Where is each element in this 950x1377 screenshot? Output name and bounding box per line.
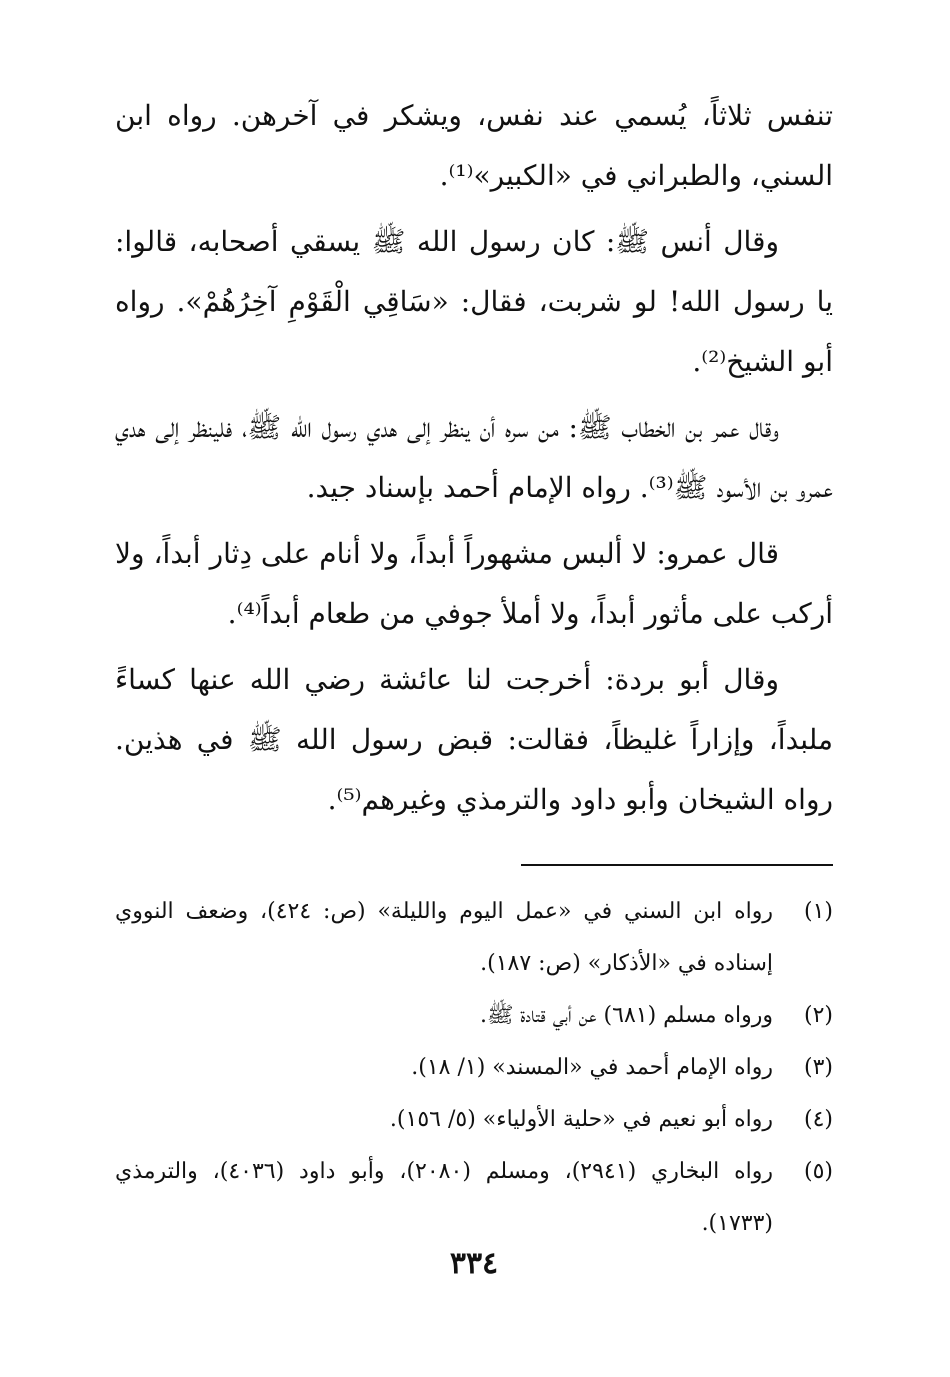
footnote-number: (١) (803, 899, 833, 924)
paragraph-4: قال عمرو: لا ألبس مشهوراً أبداً، ولا أنام على دِثار أبداً، ولا أركب على مأثور أبداً، ولا أملأ جوفي من طعام أبداً⁽⁴⁾. (115, 537, 833, 630)
footnote-separator (521, 864, 833, 866)
footnote-text: ورواه مسلم (٦٨١) عن أبي قتادة ﷺ. (479, 1003, 773, 1028)
paragraph-2: وقال أنس ﷺ: كان رسول الله ﷺ يسقي أصحابه، قالوا: يا رسول الله! لو شربت، فقال: «سَاقِي الْقَوْمِ آخِرُهُمْ». رواه أبو الشيخ⁽²⁾. (115, 225, 833, 378)
footnote-2 (115, 990, 833, 1042)
footnote-number: (٤) (803, 1107, 833, 1132)
footnote-text: رواه البخاري (٢٩٤١)، ومسلم (٢٠٨٠)، وأبو داود (٤٠٣٦)، والترمذي (١٧٣٣). (115, 1159, 773, 1236)
footnote-number: (٢) (803, 1003, 833, 1028)
footnote-text: رواه الإمام أحمد في «المسند» (١/ ١٨). (411, 1055, 773, 1080)
footnote-4 (115, 1094, 833, 1146)
footnote-number: (٣) (803, 1055, 833, 1080)
footnotes (115, 886, 833, 1250)
footnote-number: (٥) (803, 1159, 833, 1184)
main-text (115, 86, 833, 830)
footnote-5 (115, 1146, 833, 1250)
footnote-text: رواه أبو نعيم في «حلية الأولياء» (٥/ ١٥٦). (389, 1107, 773, 1132)
page-number: ٣٣٤ (449, 1246, 499, 1281)
footnote-1 (115, 886, 833, 990)
footnote-3 (115, 1042, 833, 1094)
footnote-text: رواه ابن السني في «عمل اليوم والليلة» (ص: ٤٢٤)، وضعف النووي إسناده في «الأذكار» (ص: ١٨٧). (115, 899, 773, 976)
paragraph-1: تنفس ثلاثاً، يُسمي عند نفس، ويشكر في آخرهن. رواه ابن السني، والطبراني في «الكبير»⁽¹⁾. (115, 99, 834, 192)
paragraph-5: وقال أبو بردة: أخرجت لنا عائشة رضي الله عنها كساءً ملبداً، وإزاراً غليظاً، فقالت: قبض رسول الله ﷺ في هذين. رواه الشيخان وأبو داود والترمذي وغيرهم⁽⁵⁾. (115, 663, 833, 816)
paragraph-3: وقال عمر بن الخطاب ﷺ: من سره أن ينظر إلى هدي رسول الله ﷺ، فلينظر إلى هدي عمرو بن الأسود ﷺ⁽³⁾. رواه الإمام أحمد بإسناد جيد. (115, 411, 833, 504)
book-page (115, 86, 833, 1346)
